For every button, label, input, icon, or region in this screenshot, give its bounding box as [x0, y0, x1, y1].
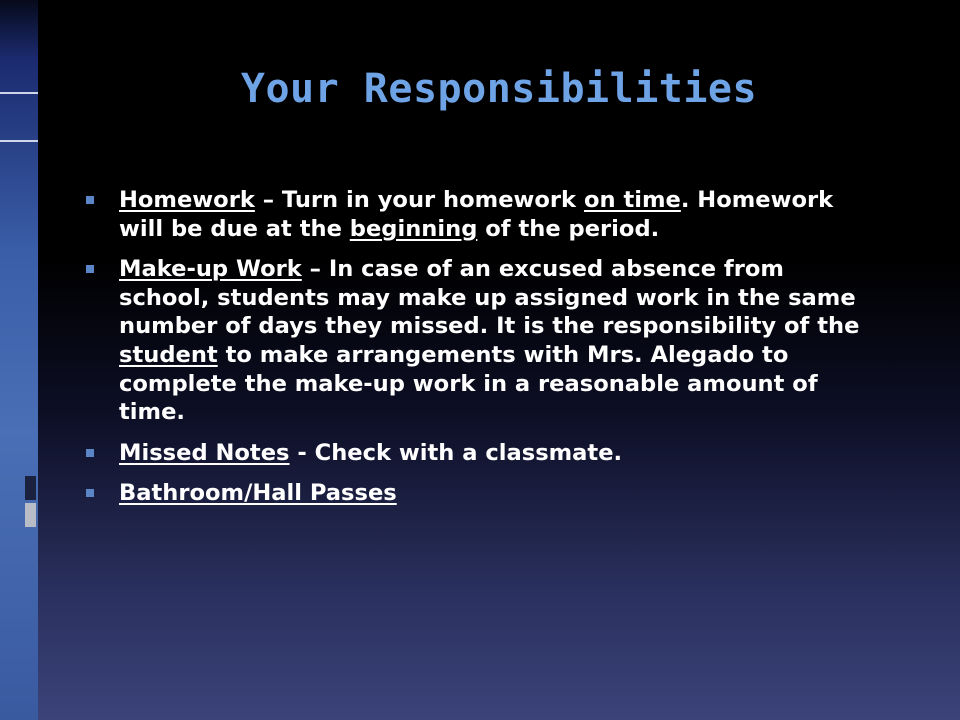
bullet-list — [86, 186, 866, 520]
item-text: In case of an excused absence from school, students may make up assigned work in the same number of days they missed. It is the responsibility of the — [119, 256, 860, 340]
item-text: Turn in your homework — [281, 187, 584, 213]
item-underlined-text: student — [119, 341, 218, 368]
square-bullet-icon — [86, 196, 94, 204]
item-term: Missed Notes — [119, 439, 290, 466]
item-term: Make-up Work — [119, 256, 302, 283]
item-text: to make arrangements with Mrs. Alegado to complete the make-up work in a reasonable amount of time. — [119, 341, 818, 426]
bullet-item-homework — [86, 186, 866, 243]
band-divider-line — [0, 92, 38, 94]
item-term: Bathroom/Hall Passes — [119, 480, 397, 507]
item-underlined-text: on time — [583, 187, 681, 213]
square-bullet-icon — [86, 265, 94, 273]
item-dash: – — [254, 187, 282, 213]
left-accent-band — [0, 0, 38, 720]
item-term: Homework — [119, 187, 255, 213]
item-text: of the period. — [477, 215, 660, 242]
bullet-item-make-up-work — [86, 255, 866, 427]
edge-mark — [25, 476, 36, 500]
slide-title: Your Responsibilities — [240, 66, 758, 112]
square-bullet-icon — [86, 489, 94, 497]
edge-mark — [25, 503, 36, 527]
item-text: . Homework will be due at the — [119, 187, 834, 242]
item-underlined-text: beginning — [349, 215, 478, 242]
item-dash: – — [301, 256, 329, 283]
band-divider-line — [0, 140, 38, 142]
bullet-item-missed-notes — [86, 439, 866, 468]
item-text: - Check with a classmate. — [289, 439, 623, 466]
bullet-item-bathroom-hall-passes — [86, 479, 866, 508]
square-bullet-icon — [86, 449, 94, 457]
